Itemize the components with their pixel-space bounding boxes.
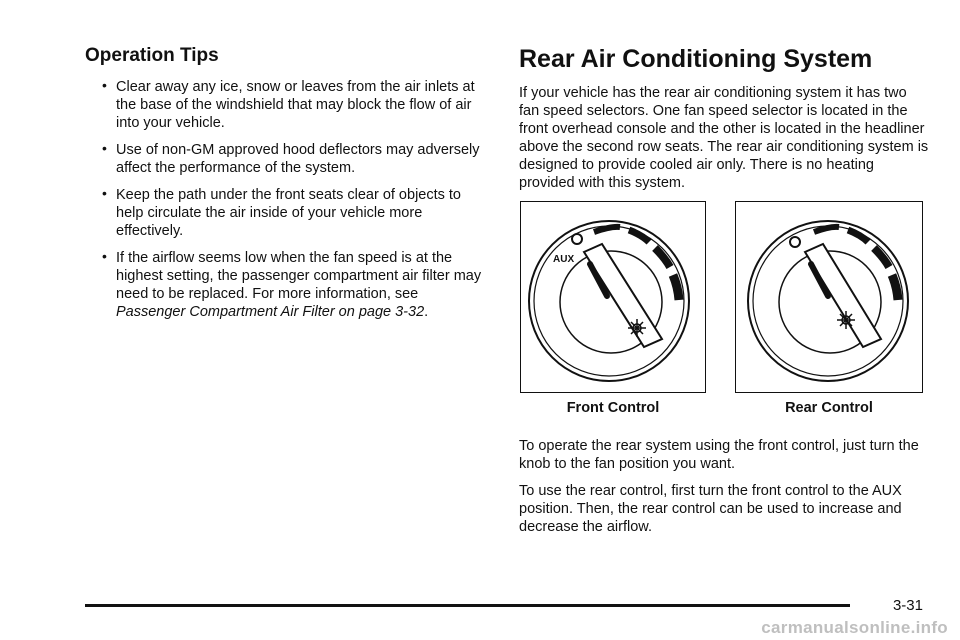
rear-ac-section bbox=[519, 44, 929, 545]
tips-list bbox=[85, 78, 490, 321]
tip-suffix: . bbox=[424, 304, 429, 320]
fan-knob-rear-illustration bbox=[736, 202, 921, 391]
controls-figure bbox=[519, 201, 929, 426]
front-control-caption: Front Control bbox=[566, 400, 660, 416]
list-item bbox=[85, 249, 490, 321]
page-title: Rear Air Conditioning System bbox=[519, 45, 873, 73]
tip-text: Keep the path under the front seats clear of objects to help circulate the air inside of your vehicle more effectively. bbox=[116, 187, 461, 239]
rear-control-caption: Rear Control bbox=[785, 400, 873, 416]
page-number: 3-31 bbox=[892, 597, 923, 614]
rear-control-panel bbox=[735, 201, 923, 393]
tip-text: Clear away any ice, snow or leaves from the air inlets at the base of the windshield that may block the flow of air into your vehicle. bbox=[116, 79, 475, 131]
front-control-paragraph: To operate the rear system using the front control, just turn the knob to the fan position you want. bbox=[519, 438, 919, 472]
tip-text: If the airflow seems low when the fan speed is at the highest setting, the passenger compartment air filter may need to be replaced. For more information, see bbox=[116, 250, 482, 302]
rear-control-paragraph: To use the rear control, first turn the front control to the AUX position. Then, the rear control can be used to increase and decrease the airflow. bbox=[519, 483, 902, 535]
front-control-panel bbox=[520, 201, 706, 393]
list-item bbox=[85, 186, 490, 240]
bullet-icon: • bbox=[102, 248, 107, 264]
tip-text: Use of non-GM approved hood deflectors may adversely affect the performance of the system. bbox=[116, 142, 480, 176]
fan-knob-front-illustration bbox=[521, 202, 704, 391]
bullet-icon: • bbox=[102, 140, 107, 156]
list-item bbox=[85, 78, 490, 132]
watermark: carmanualsonline.info bbox=[761, 618, 948, 637]
bullet-icon: • bbox=[102, 77, 107, 93]
footer-rule bbox=[85, 604, 850, 607]
operation-tips-section bbox=[85, 44, 490, 330]
list-item bbox=[85, 141, 490, 177]
operation-tips-heading: Operation Tips bbox=[85, 45, 219, 66]
aux-label: AUX bbox=[553, 254, 575, 265]
cross-reference-link[interactable]: Passenger Compartment Air Filter on page 3-32 bbox=[116, 304, 425, 320]
intro-paragraph: If your vehicle has the rear air conditioning system it has two fan speed selectors. One fan speed selector is located in the front overhead console and the other is located in the headliner above the second row seats. The rear air conditioning system is designed to provide cooled air only. There is no heating provided with this system. bbox=[519, 85, 929, 191]
bullet-icon: • bbox=[102, 185, 107, 201]
